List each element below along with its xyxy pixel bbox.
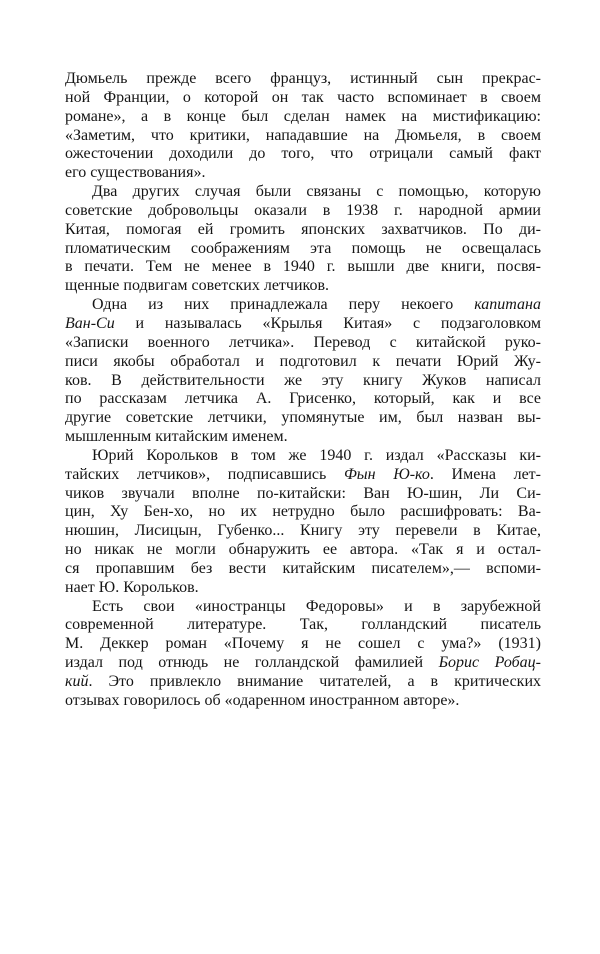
text-line	[65, 277, 541, 296]
text-line	[65, 390, 541, 409]
text-line	[65, 145, 541, 164]
text-line	[65, 372, 541, 391]
paragraph	[65, 598, 541, 711]
text-segment: советские добровольцы оказали в 1938 г. народной армии	[65, 201, 541, 219]
text-segment: М. Деккер роман «Почему я не сошел с ума?» (1931)	[65, 635, 541, 653]
text-line	[65, 447, 541, 466]
text-line	[65, 503, 541, 522]
text-line	[65, 560, 541, 579]
text-line	[65, 428, 541, 447]
italic-text: кий	[65, 673, 89, 690]
text-line	[65, 598, 541, 617]
text-segment: Китая, помогая ей громить японских захватчиков. По ди-	[65, 220, 541, 238]
text-line	[65, 127, 541, 146]
italic-text: Ван-Си	[65, 314, 115, 332]
text-line	[65, 579, 541, 598]
text-segment: его существования».	[65, 164, 206, 182]
text-line	[65, 334, 541, 353]
text-line	[65, 315, 541, 334]
text-line	[65, 673, 541, 692]
text-segment: другие советские летчики, упомянутые им, был назван вы-	[65, 409, 541, 427]
text-segment: пломатическим соображениям эта помощь не освещалась	[65, 239, 541, 257]
text-line	[65, 522, 541, 541]
text-segment: Одна из них принадлежала перу некоего	[92, 296, 475, 314]
text-line	[65, 409, 541, 428]
text-line	[65, 616, 541, 635]
text-segment: тайских летчиков», подписавшись	[65, 465, 344, 483]
italic-text: Борис Робац-	[438, 654, 541, 672]
book-page-text	[65, 70, 541, 711]
text-segment: ожесточении доходили до того, что отрицали самый факт	[65, 145, 541, 163]
text-segment: издал под отнюдь не голландской фамилией	[65, 654, 439, 672]
text-line	[65, 296, 541, 315]
paragraph	[65, 183, 541, 296]
text-segment: ся пропавшим без вести китайским писателем»,— вспоми-	[65, 559, 541, 577]
text-segment: отзывах говорилось об «одаренном иностранном авторе».	[65, 691, 460, 709]
text-segment: Два других случая были связаны с помощью, которую	[92, 183, 541, 201]
text-line	[65, 353, 541, 372]
text-line	[65, 221, 541, 240]
text-line	[65, 541, 541, 560]
text-segment: и называлась «Крылья Китая» с подзаголовком	[114, 314, 541, 332]
text-line	[65, 183, 541, 202]
text-segment: нает Ю. Корольков.	[65, 578, 199, 596]
text-segment: ков. В действительности же эту книгу Жуков написал	[65, 371, 541, 389]
text-segment: нюшин, Лисицын, Губенко... Книгу эту перевели в Китае,	[65, 522, 541, 540]
text-segment: . Имена лет-	[429, 465, 542, 483]
text-segment: . Это привлекло внимание читателей, а в критических	[88, 673, 541, 690]
text-line	[65, 89, 541, 108]
text-line	[65, 466, 541, 485]
text-line	[65, 164, 541, 183]
paragraph	[65, 296, 541, 447]
text-segment: писи якобы обработал и подготовил к печати Юрий Жу-	[65, 352, 541, 370]
text-line	[65, 240, 541, 259]
text-segment: Дюмьель прежде всего француз, истинный сын прекрас-	[65, 70, 541, 87]
text-line	[65, 108, 541, 127]
text-line	[65, 692, 541, 711]
text-line	[65, 654, 541, 673]
paragraph	[65, 70, 541, 183]
text-segment: щенные подвигам советских летчиков.	[65, 277, 330, 295]
text-segment: Юрий Корольков в том же 1940 г. издал «Рассказы ки-	[92, 446, 541, 464]
text-segment: ной Франции, о которой он так часто вспоминает в своем	[65, 88, 541, 106]
text-segment: мышленным китайским именем.	[65, 428, 288, 446]
text-segment: чиков звучали вполне по-китайски: Ван Ю-шин, Ли Си-	[65, 484, 541, 502]
text-segment: в печати. Тем не менее в 1940 г. вышли две книги, посвя-	[65, 258, 541, 276]
text-segment: по рассказам летчика А. Грисенко, который, как и все	[65, 390, 541, 408]
text-segment: романе», а в конце был сделан намек на мистификацию:	[65, 107, 541, 125]
text-line	[65, 70, 541, 89]
text-line	[65, 485, 541, 504]
text-line	[65, 635, 541, 654]
paragraph	[65, 447, 541, 598]
text-segment: «Заметим, что критики, нападавшие на Дюмьеля, в своем	[65, 126, 541, 144]
text-segment: но никак не могли обнаружить ее автора. «Так я и остал-	[65, 541, 541, 559]
italic-text: Фын Ю-ко	[343, 465, 430, 483]
text-segment: современной литературе. Так, голландский писатель	[65, 616, 541, 634]
text-line	[65, 202, 541, 221]
text-line	[65, 258, 541, 277]
text-segment: цин, Ху Бен-хо, но их нетрудно было расшифровать: Ва-	[65, 503, 541, 521]
italic-text: капитана	[474, 296, 541, 314]
text-segment: Есть свои «иностранцы Федоровы» и в зарубежной	[92, 597, 541, 615]
text-segment: «Записки военного летчика». Перевод с китайской руко-	[65, 333, 541, 351]
